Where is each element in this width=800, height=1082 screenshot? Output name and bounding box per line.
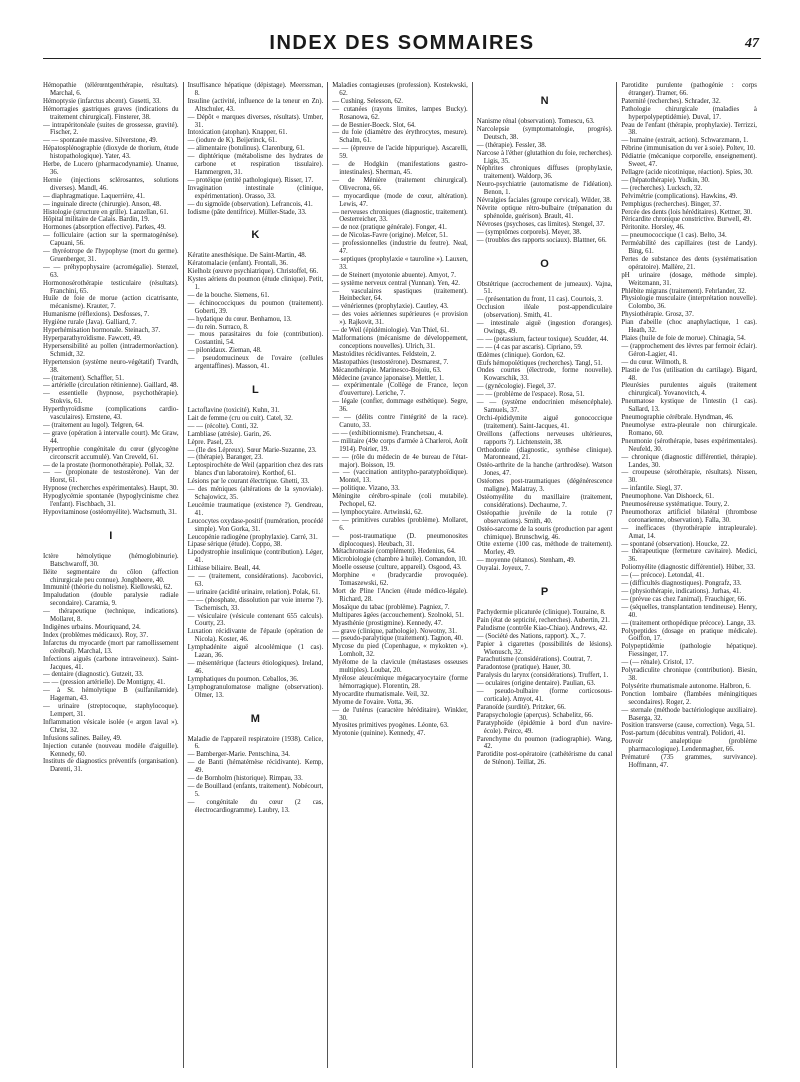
index-entry: Névralgies faciales (groupe cervical). Wilder, 38.	[476, 197, 612, 205]
index-entry: — de Banti (hématémèse récidivante). Kemp, 49.	[187, 759, 324, 775]
index-entry: — vasculaires spastiques (traitement). Heinbecker, 64.	[332, 287, 468, 303]
index-entry: — système nerveux central (Yunnan). Yen, 42.	[332, 279, 460, 287]
index-entry: Hernie (injections sclérosantes, solutions diverses). Mandl, 46.	[43, 176, 179, 192]
index-entry: Plaies (huile de foie de morue). Chinagia, 54.	[621, 335, 746, 342]
index-entry: Ostéo-arthrite de la hanche (arthrodèse). Watson Jones, 47.	[476, 462, 613, 478]
index-entry: pH urinaire (dosage, méthode simple). Weitzmann, 31.	[621, 271, 757, 287]
index-entry: Narcolepsie (symptomatologie, progrès). Deutsch, 38.	[476, 125, 613, 141]
index-entry: Lactoflavine (toxicité). Kuhn, 31.	[187, 407, 280, 414]
index-entry: Mycose du pied (Copenhague, « mykokten »). Lomholt, 32.	[332, 643, 468, 659]
index-entry: Peau de l'enfant (thérapie, prophylaxie). Terrizzi, 38.	[621, 121, 757, 137]
index-entry: — du rein. Surraco, 8.	[187, 323, 249, 331]
index-entry: — pseudo-paralytique (traitement). Tagnon, 40.	[332, 635, 463, 643]
index-entry: Ouyalai. Joyeux, 7.	[476, 565, 530, 573]
index-entry: — — (rôle du médecin de 4e bureau de l'état-major). Boisson, 19.	[332, 453, 468, 469]
index-entry: Iléite segmentaire du côlon (affection chirurgicale peu connue). Jongbheere, 40.	[43, 568, 179, 584]
index-entry: — (— rénale). Cristol, 17.	[621, 659, 694, 667]
index-entry: — grave (opération à intervalle court). Mc Graw, 44.	[43, 429, 179, 445]
index-entry: Hyperhémisation hormonale. Steinach, 37.	[43, 327, 161, 335]
index-entry: — (physiothérapie, indications). Jurhas, 41.	[621, 588, 742, 595]
index-entry: Index (problèmes médicaux). Roy, 37.	[43, 631, 149, 639]
index-entry: Indigènes urbains. Mouriquand, 24.	[43, 624, 141, 631]
index-entry: Prématuré (735 grammes, survivance). Hoffmann, 47.	[621, 754, 757, 769]
index-entry: Injection cutanée (nouveau modèle d'aiguille). Kennedy, 60.	[43, 742, 179, 758]
index-entry: — myocardique (mode de cœur, altération). Lewis, 47.	[332, 192, 468, 208]
index-entry: Polyradiculite chronique (contribution). Biesin, 38.	[621, 667, 757, 682]
index-entry: Neuro-psychiatrie (automatisme de l'idéation). Benon, 1.	[476, 181, 613, 197]
index-entry: Néphrites chroniques diffuses (prophylaxie, traitement). Waldorp, 36.	[476, 165, 613, 181]
index-entry: Position transverse (cause, correction). Vega, 51.	[621, 722, 755, 730]
index-entry: Pneumoséreuse systématique. Toury, 2.	[621, 501, 730, 509]
index-entry: — — préhypophysaire (acromégalie). Stenzel, 63.	[43, 263, 179, 279]
index-entry: — (traitement). Schaffler, 51.	[43, 374, 124, 382]
index-entry: Occlusion iléale post-appendiculaire (observation). Smith, 41.	[476, 304, 613, 320]
index-entry: Paratyphoïde (épidémie à bord d'un navire-école). Peirce, 49.	[476, 719, 613, 735]
index-entry: — diaphragmatique. Laquerrière, 41.	[43, 192, 145, 200]
index-entry: Plastie de l'os (utilisation du cartilage). Bigard, 48.	[621, 366, 757, 382]
index-entry: — de Bouillaud (enfants, traitement). Nobécourt, 5.	[187, 782, 324, 798]
index-entry: Huile de foie de morue (action cicatrisante, mécanisme). Krauter, 7.	[43, 295, 179, 311]
index-entry: Hormones (absorption effective). Parkes, 49.	[43, 224, 166, 232]
index-entry: Lambliase (atrésie). Garin, 26.	[187, 430, 272, 438]
index-entry: Mastoïdites récidivantes. Feldstein, 2.	[332, 350, 436, 358]
index-entry: — — (traitement, considérations). Jacobovici, 63.	[187, 573, 324, 588]
index-entry: Métachromasie (complément). Hedenius, 64.	[332, 548, 456, 556]
index-entry: Ostéo-sarcome de la souris (production par agent chimique). Brunschwig, 46.	[476, 525, 613, 541]
index-entry: — (Société des Nations, rapport). X., 7.	[476, 632, 586, 640]
index-entry: — croupeuse (sérothérapie, résultats). Nissen, 30.	[621, 469, 757, 485]
index-entry: — — primitives curables (problème). Mollaret, 6.	[332, 516, 468, 532]
index-entry: Obstétrique (accrochement de jumeaux). Vajna, 51.	[476, 280, 613, 296]
index-entry: — post-traumatique (D. pneumonosites diplocoques). Heubach, 31.	[332, 532, 468, 548]
index-entry: — — (propionate de testostérone). Van der Horst, 61.	[43, 469, 179, 485]
index-entry: Pneumothorax artificiel bilatéral (thrombose coronarienne, observation). Falla, 30.	[621, 508, 757, 524]
index-entry: Iodisme (pâte dentifrice). Müller-Stade, 33.	[187, 208, 307, 216]
index-entry: Pouvoir analeptique (problème pharmacologique). Lendenmagher, 66.	[621, 738, 757, 754]
index-entry: — militaire (49e corps d'armée à Charleroi, Août 1914). Poirier, 19.	[332, 437, 468, 453]
index-entry: — de la prostate (hormonothérapie). Pollak, 32.	[43, 461, 174, 469]
index-entry: — (rapprochement des lèvres par fermoir éclair). Géron-Lagier, 41.	[621, 342, 757, 358]
index-entry: Insuffisance hépatique (dépistage). Meerssman, 8.	[187, 82, 324, 97]
index-entry: Pain (état de septicité, recherches). Aubertin, 21.	[476, 616, 610, 624]
index-entry: Lipase sérique (étude). Coppo, 38.	[187, 541, 283, 549]
index-entry: Narcose à l'éther (glutathion du foie, recherches). Ligis, 35.	[476, 149, 613, 165]
index-entry: Pneumonie (sérothérapie, bases expérimentales). Neufeld, 30.	[621, 437, 757, 453]
index-entry: Infarctus du myocarde (mort par ramollissement cérébral). Marchal, 13.	[43, 639, 179, 655]
index-entry: — mésentérique (facteurs étiologiques). Ireland, 46.	[187, 660, 324, 675]
index-entry: Méningite cérébro-spinale (coli mutabile). Pechopel, 62.	[332, 493, 468, 509]
index-entry: Hypnose (recherches expérimentales). Haupt, 30.	[43, 485, 179, 493]
index-entry: Perméabilité des capillaires (test de Landy). Bing, 61.	[621, 240, 757, 256]
index-entry: Ictère hémolytique (hémoglobinurie). Batschwaroff, 30.	[43, 552, 179, 568]
index-entry: Ostéomes post-traumatiques (dégénérescence maligne). Malatray, 3.	[476, 478, 613, 494]
index-entry: Humanisme (réflexions). Desfosses, 7.	[43, 311, 150, 319]
index-entry: — expérimentale (Collège de France, leçon d'ouverture). Leriche, 7.	[332, 382, 468, 398]
section-letter-heading: M	[250, 712, 260, 725]
index-entry: Paranoïde (surdité). Pritzker, 66.	[476, 703, 566, 711]
index-entry: — intrapéritonéale (suites de grossesse, gravité). Fischer, 2.	[43, 121, 179, 137]
index-entry: — inguinale directe (chirurgie). Anson, 48.	[43, 200, 162, 208]
index-entry: Mosaïque du tabac (problème). Pagniez, 7.	[332, 603, 450, 611]
index-entry: — échinococciques du poumon (traitement). Goberti, 39.	[187, 299, 324, 315]
index-entry: — (Ile des Lépreux). Sœur Marie-Suzanne, 23.	[187, 446, 317, 454]
index-entry: — lymphocytaire. Artwinski, 62.	[332, 508, 423, 516]
index-entry: Infusions salines. Bailey, 49.	[43, 734, 122, 742]
index-entry: Immunité (théorie du nolisme). Kiellowski, 62.	[43, 584, 173, 592]
index-entry: Pathologie chirurgicale (maladies à hyperpolypeptidémie). Duval, 17.	[621, 105, 757, 121]
index-entry: — intestinale aiguë (ingestion d'oranges). Owings, 49.	[476, 320, 613, 335]
index-entry: — — spontanée massive. Silverstone, 49.	[43, 137, 158, 145]
index-entry: Phlébite migrans (traitement). Fehrlander, 32.	[621, 287, 747, 295]
index-column-4	[472, 82, 617, 1068]
index-entry: Névroses (psychoses, cas limites). Stengel, 37.	[476, 220, 605, 228]
index-entry: Maladies contagieuses (profession). Kostekwski, 62.	[332, 82, 468, 97]
section-letter-heading: K	[251, 229, 260, 242]
index-entry: — mous parasitaires du foie (contribution). Costantini, 54.	[187, 331, 324, 347]
index-entry: — thérapeutique (fermeture cavitaire). Medici, 36.	[621, 548, 757, 564]
index-entry: Lithiase biliaire. Beall, 44.	[187, 565, 261, 573]
index-column-3	[327, 82, 472, 1068]
index-entry: — thyréotrope de l'hypophyse (mort du germe). Gruenberger, 31.	[43, 248, 179, 263]
index-entry: Inflammation vésicale isolée (« argon laval »). Christ, 32.	[43, 718, 179, 734]
index-entry: Instituts de diagnostics préventifs (organisation). Darenti, 31.	[43, 758, 179, 774]
index-entry: Mastopathies (testostérone). Desmarest, 7.	[332, 358, 449, 366]
index-entry: Leucopénie radiogène (prophylaxie). Carré, 31.	[187, 533, 318, 541]
index-entry: Polypeptidémie (pathologie hépatique). Fiessinger, 17.	[621, 643, 757, 659]
index-entry: Papier à cigarettes (possibilités de lésions). Wienusch, 32.	[476, 640, 613, 656]
index-entry: — Dépôt « marques diverses, résultats). Umber, 31.	[187, 113, 324, 129]
index-entry: Oreillons (affections nerveuses ultérieures, rapports ?). Lichtenstein, 38.	[476, 430, 613, 446]
index-entry: — (hépatothérapie). Yudkin, 30.	[621, 176, 710, 184]
index-entry: — pilonidaux. Zieman, 48.	[187, 347, 262, 355]
index-entry: — essentielle (hypnose, psychothérapie). Stokvis, 61.	[43, 390, 179, 406]
page-title: INDEX DES SOMMAIRES	[269, 32, 535, 54]
index-entry: Nanisme rénal (observation). Tomescu, 63.	[476, 118, 595, 125]
index-entry: Hypersensibilité au pollen (intradermoréaction). Schmidt, 32.	[43, 342, 179, 358]
index-entry: — — (pression artérielle). De Montigny, 41.	[43, 679, 166, 687]
index-entry: Kielholz (œuvre psychiatrique). Christoffel, 66.	[187, 268, 319, 276]
index-entry: Lymphadénite aiguë alcoolémique (1 cas). Lazan, 36.	[187, 644, 324, 660]
index-entry: Parotidite purulente (pathogénie : corps étranger). Tramer, 66.	[621, 82, 757, 97]
index-entry: — — (phosphate, dissolution par voie interne ?). Tschernisch, 33.	[187, 596, 324, 612]
index-entry: Péricardite chronique constrictive. Burwell, 49.	[621, 216, 752, 224]
index-entry: Histologie (structure en grille). Lanzellan, 61.	[43, 208, 169, 216]
index-entry: Mécanothérapie. Marinesco-Bojoiu, 63.	[332, 366, 442, 374]
index-entry: — du foie (diamètre des érythrocytes, mesure). Schalm, 61.	[332, 129, 468, 145]
index-entry: — — (exhibitionnisme). Franchetsau, 4.	[332, 429, 443, 437]
index-entry: Kératomalacie (enfant). Frontali, 36.	[187, 260, 288, 268]
index-entry: — — (vaccination antitypho-paratyphoïdique). Montel, 13.	[332, 469, 468, 485]
index-entry: Myasthénie (prostigmine). Kennedy, 47.	[332, 619, 443, 627]
index-entry: — de Steinert (myotonie abuente). Amyot, 7.	[332, 271, 456, 279]
index-entry: — humaine (extrait, action). Schwarzmann, 1.	[621, 137, 749, 145]
index-entry: Hygiène rurale (Java). Galliard, 7.	[43, 319, 137, 327]
index-entry: Parenchyme du poumon (radiographie). Wang, 42.	[476, 735, 613, 751]
index-entry: — sternale (méthode bactériologique auxiliaire). Baserga, 32.	[621, 706, 757, 722]
index-entry: — du cœur. Wilmoth, 8.	[621, 358, 688, 366]
index-entry: Paternité (recherches). Schrader, 32.	[621, 97, 721, 105]
index-entry: — chronique (diagnostic différentiel, thérapie). Landes, 30.	[621, 453, 757, 469]
index-entry: Myosites primitives pyogènes. Léonte, 63.	[332, 722, 449, 730]
index-entry: — pneumococcique (1 cas). Belto, 34.	[621, 232, 727, 240]
index-entry: Pertes de substance des dents (systématisation opératoire). Mallère, 21.	[621, 255, 757, 271]
index-entry: Mort de Pline l'Ancien (étude médico-légale). Richard, 28.	[332, 588, 468, 603]
index-entry: Myélome de la clavicule (métastases osseuses multiples). Loubat, 20.	[332, 659, 468, 675]
index-entry: Paradontose (pratique). Hauer, 30.	[476, 664, 571, 672]
index-entry: Pelvimétrie (complications). Hawkins, 49.	[621, 192, 738, 200]
index-entry: Myélose aleucémique mégacaryocytaire (forme hémorragique). Florentin, 28.	[332, 674, 468, 690]
index-entry: Invagination intestinale (clinique, expérimentation). Orasso, 33.	[187, 184, 324, 200]
index-entry: Kératite anesthésique. De Saint-Martin, 48.	[187, 252, 307, 260]
index-entry: Ondes courtes (électrode, forme nouvelle). Kowarschik, 33.	[476, 367, 613, 383]
index-entry: Paralysis du larynx (considérations). Truffert, 1.	[476, 672, 609, 680]
index-entry: — de Besnier-Boeck. Slot, 64.	[332, 121, 416, 129]
index-entry: — congénitale du cœur (2 cas, électrocardiogramme). Laubry, 13.	[187, 798, 324, 814]
index-entry: Myotonie (quinine). Kennedy, 47.	[332, 730, 426, 738]
index-entry: Hémoptysie (infarctus abcent). Gusetti, 33.	[43, 97, 162, 105]
index-entry: Myome de l'ovaire. Votta, 36.	[332, 698, 414, 706]
index-entry: — — (système endocrinien mésencéphale). Samuels, 37.	[476, 399, 613, 414]
index-entry: — moyenne (tétanos). Stenham, 49.	[476, 557, 576, 565]
index-entry: Pemphigus (recherches). Binger, 37.	[621, 200, 722, 208]
index-entry: — dentaire (diagnostic). Gutzeit, 33.	[43, 671, 144, 679]
index-entry: — alimentaire (botulinus). Clarenburg, 61.	[187, 145, 305, 153]
section-letter-heading: L	[252, 384, 259, 396]
index-column-5	[616, 82, 761, 1068]
index-column-1	[43, 82, 183, 1068]
index-entry: Œufs hémopoïétiques (recherches). Tangl, 51.	[476, 359, 603, 367]
index-entry: — du sigmoïde (observation). Lefrancois, 41.	[187, 200, 313, 208]
index-entry: Lait de femme (cru ou cuit). Catel, 32.	[187, 414, 293, 422]
index-entry: Lésions par le courant électrique. Ghetti, 33.	[187, 478, 310, 486]
index-entry: Hypertrophie congénitale du cœur (glycogène circonscrit accumulé). Van Creveld, 61.	[43, 445, 179, 461]
index-entry: Otite externe (100 cas, méthode de traitement). Morley, 49.	[476, 541, 613, 557]
index-entry: — (difficultés diagnostiques). Pongrafz, 33.	[621, 580, 742, 588]
index-entry: Polypeptides (dosage en pratique médicale). Goiffon, 17.	[621, 627, 757, 643]
index-entry: Pellagre (acide nicotinique, réaction). Spies, 30.	[621, 168, 753, 176]
index-entry: — — (récolte). Conti, 32.	[187, 422, 259, 430]
index-entry: — diphtérique (métabolisme des hydrates de carbone et respiration tissulaire). Hammergren, 31.	[187, 153, 324, 176]
index-entry: — grave (clinique, pathologie). Nowotny, 31.	[332, 627, 457, 635]
index-entry: Maladie de l'appareil respiratoire (1938). Celice, 6.	[187, 735, 324, 751]
page-number: 47	[745, 36, 759, 51]
index-entry: — Bamberger-Marie. Pentschina, 34.	[187, 751, 290, 759]
index-entry: — (traitement orthopédique précoce). Lange, 33.	[621, 619, 756, 627]
index-entry: — — (épreuve de l'acide hippurique). Ascarelli, 59.	[332, 145, 468, 161]
index-entry: Herbe, de Lucero (pharmacodynamie). Unanue, 36.	[43, 161, 179, 176]
index-entry: Multipares âgées (accouchement). Szolnoki, 51.	[332, 611, 464, 619]
section-letter-heading: O	[540, 257, 549, 270]
index-entry: Infections aiguës (carbone intraveineux). Saint-Jacques, 41.	[43, 655, 179, 671]
index-entry: Kystes aériens du poumon (étude clinique). Petit, 1.	[187, 276, 324, 292]
index-entry: — (recherches). Lucksch, 32.	[621, 184, 703, 192]
index-entry: Parapsychologie (aperçus). Schabelitz, 66.	[476, 711, 594, 719]
index-entry: — hydatique du cœur. Benhamou, 13.	[187, 315, 292, 323]
index-entry: Percée des dents (lois héréditaires). Kettner, 30.	[621, 208, 753, 216]
index-entry: — (gynécologie). Fiegel, 37.	[476, 383, 556, 391]
index-entry: — oculaires (origine dentaire). Paulian, 63.	[476, 680, 596, 688]
index-entry: Leptospirochète de Weil (apparition chez des rats blancs d'un laboratoire). Korthof, 61.	[187, 462, 324, 478]
index-entry: — de l'utérus (caractère héréditaire). Winkler, 30.	[332, 706, 468, 722]
index-entry: Physiologie musculaire (interprétation nouvelle). Colombo, 36.	[621, 295, 757, 311]
index-entry: — (traitement au lugol). Telgren, 64.	[43, 421, 144, 429]
index-entry: — artérielle (circulation rétinienne). Gaillard, 48.	[43, 382, 179, 390]
index-entry: — — (potassium, facteur toxique). Scudder, 44.	[476, 335, 609, 343]
index-entry: — pseudomucineux de l'ovaire (cellules argentaffines). Masson, 41.	[187, 355, 324, 371]
index-entry: Œdèmes (clinique). Gordon, 62.	[476, 351, 565, 359]
index-entry: Physiothérapie. Grosz, 37.	[621, 311, 694, 319]
index-columns	[43, 82, 761, 1068]
index-entry: — urinaire (acidité urinaire, relation). Polak, 61.	[187, 588, 321, 596]
index-entry: — — (problème de l'espace). Rosa, 51.	[476, 391, 585, 399]
index-entry: Hémorragies gastriques graves (indications du traitement chirurgical). Finsterer, 38.	[43, 105, 179, 121]
index-entry: Orchi-épididymite aiguë gonococcique (traitement). Saint-Jacques, 41.	[476, 414, 613, 430]
index-entry: Hyperparathyroïdisme. Fawcett, 49.	[43, 335, 142, 342]
index-entry: — (iodure de K). Beijerinck, 61.	[187, 137, 277, 145]
index-entry: Impaludation (double paralysie radiale secondaire). Caramia, 9.	[43, 592, 179, 608]
index-entry: — (thérapie). Baranger, 23.	[187, 454, 263, 462]
index-entry: Hyperthyroïdisme (complications cardio-vasculaires). Ernstene, 43.	[43, 406, 179, 422]
index-entry: — des voies aériennes supérieures (« provision »). Rajkovit, 31.	[332, 311, 468, 327]
index-entry: — de noz (pratique générale). Fonger, 41.	[332, 224, 447, 232]
index-entry: — politique. Vizano, 33.	[332, 485, 400, 493]
index-page	[43, 28, 761, 1068]
index-entry: — — (4 cas par ascaris). Cipriano, 59.	[476, 343, 583, 351]
index-entry: Luxation récidivante de l'épaule (opération de Nicola). Koster, 46.	[187, 628, 324, 644]
index-entry: Moelle osseuse (culture, appareil). Osgood, 43.	[332, 564, 462, 572]
index-entry: Hépatosplénographie (dioxyde de thorium, étude histopathologique). Yater, 43.	[43, 145, 179, 161]
index-entry: — thérapeutique (technique, indications). Mollaret, 8.	[43, 608, 179, 624]
index-entry: Lipodystrophie insulinique (contribution). Léger, 41.	[187, 549, 324, 565]
index-entry: — (présentation du front, 11 cas). Courtois, 3.	[476, 296, 603, 304]
index-entry: Pneumophone. Van Dishoeck, 61.	[621, 493, 715, 501]
index-entry: — légale (confier, dommage esthétique). Segre, 36.	[332, 398, 468, 414]
index-entry: Pachydermie plicaturée (clinique). Touraine, 8.	[476, 609, 606, 617]
index-entry: — de Ménière (traitement chirurgical). Olivecrona, 66.	[332, 176, 468, 192]
section-letter-heading: P	[540, 586, 549, 599]
index-entry: Pian d'abeille (choc anaphylactique, 1 cas). Heath, 32.	[621, 319, 757, 335]
section-letter-heading: N	[540, 95, 549, 107]
index-entry: Hémopathie (télérœntgenthérapie, résultats). Marchal, 6.	[43, 82, 179, 97]
index-entry: Polysérite rhumatismale autonome. Halbron, 6.	[621, 682, 751, 690]
index-entry: — de Bornholm (historique). Rimpau, 33.	[187, 775, 303, 783]
index-entry: — Cushing. Selesson, 62.	[332, 97, 403, 105]
index-entry: — (séquelles, transplantation tendineuse). Henry, 40.	[621, 603, 757, 619]
index-entry: Intoxication (atophan). Knapper, 61.	[187, 129, 288, 137]
index-entry: Lèpre. Pasel, 23.	[187, 438, 234, 446]
index-entry: — cutanées (rayons limites, lampes Bucky). Rosanowa, 62.	[332, 105, 468, 121]
index-entry: Pleurésies purulentes aiguës (traitement chirurgical). Yovanovitch, 4.	[621, 382, 757, 398]
index-entry: Ponction lombaire (flambées méningitiques secondaires). Roger, 2.	[621, 690, 757, 706]
index-entry: Leucémie traumatique (existence ?). Gendreau, 41.	[187, 501, 324, 517]
index-entry: — des méniques (altérations de la synoviale). Schajowicz, 35.	[187, 486, 324, 501]
index-entry: Pneumatose kystique de l'intestin (1 cas). Sallard, 13.	[621, 398, 757, 414]
index-entry: — nerveuses chroniques (diagnostic, traitement). Oesterreicher, 33.	[332, 208, 468, 224]
index-entry: Hypovitaminose (ostéomyélite). Wachsmuth, 31.	[43, 508, 177, 516]
index-entry: Pébrine (immunisation du ver à soie). Poltev, 10.	[621, 145, 756, 153]
index-entry: — inefficaces (thyrothérapie intrapleurale). Amat, 14.	[621, 524, 757, 540]
index-entry: — urinaire (streptocoque, staphylocoque). Lempert, 31.	[43, 703, 179, 718]
index-entry: — de Nicolas-Favre (origine). Melcer, 51.	[332, 232, 448, 240]
index-entry: Lymphatiques du poumon. Ceballos, 36.	[187, 675, 299, 683]
index-entry: Ostéomyélite du maxillaire (traitement, considérations). Dechaume, 7.	[476, 493, 613, 509]
index-entry: Lymphogranulomatose maligne (observation). Olmer, 13.	[187, 683, 324, 699]
index-entry: — (troubles des rapports sociaux). Blattner, 66.	[476, 236, 607, 244]
index-entry: — (— précoce). Letondal, 41.	[621, 572, 705, 580]
index-entry: — de Weil (épidémiologie). Van Thiel, 61.	[332, 327, 449, 335]
section-letter-heading: I	[109, 529, 113, 542]
index-entry: Parachutisme (considérations). Coutrat, 7.	[476, 656, 592, 664]
index-entry: Pédiatrie (mécanique corporelle, enseignement). Sweet, 47.	[621, 153, 757, 169]
index-entry: — folliculaire (action sur la spermatogénèse). Capuani, 56.	[43, 232, 179, 248]
index-entry: — de la bouche. Siemens, 61.	[187, 291, 270, 299]
index-entry: Microbiologie (chambre à huile). Comandon, 10.	[332, 556, 467, 564]
index-entry: — protéique (entité pathologique). Risser, 17.	[187, 176, 314, 184]
index-entry: Malformations (mécanisme de développement, conceptions nouvelles). Ulrich, 31.	[332, 335, 468, 350]
index-entry: Hypoglycémie spontanée (hypoglycinisme chez l'enfant). Fischbach, 31.	[43, 493, 179, 509]
index-entry: — (thérapie). Fessler, 38.	[476, 141, 547, 149]
index-entry: Pneumolyse extra-pleurale non chirurgicale. Romano, 60.	[621, 421, 757, 437]
index-entry: — à St. hémolytique B (sulfanilamide). Hageman, 43.	[43, 687, 179, 703]
index-entry: Hypertension (système neuro-végétatif) Tvardh, 38.	[43, 358, 179, 374]
index-entry: — vénériennes (prophylaxie). Cautley, 43.	[332, 303, 449, 311]
index-entry: Névrite optique rétro-bulbaire (trépanation du sphénoïde, guérison). Brault, 41.	[476, 204, 613, 220]
page-header	[43, 28, 761, 59]
index-entry: Post-partum (décubitus ventral). Polidori, 41.	[621, 730, 746, 738]
index-entry: — (symptômes corporels). Meyer, 38.	[476, 228, 582, 236]
index-entry: — professionnelles (industrie du feutre). Neal, 47.	[332, 240, 468, 256]
index-entry: — infantile. Siegl, 37.	[621, 485, 683, 493]
index-entry: Médecine (avance japonaise). Mettler, 1.	[332, 374, 444, 382]
index-entry: Parotidite post-opératoire (cathétérisme du canal de Sténon). Teillat, 26.	[476, 751, 613, 767]
index-entry: Morphine « (bradycardie provoquée). Tomaszewski, 62.	[332, 572, 468, 588]
index-entry: Ostéopathie juvénile de la rotule (7 observations). Smith, 40.	[476, 509, 613, 525]
index-entry: — vésiculaire (vésicule contenant 655 calculs). Courty, 23.	[187, 612, 324, 628]
index-entry: — de Hodgkin (manifestations gastro-intestinales). Sherman, 45.	[332, 161, 468, 176]
index-entry: Hormonosérothérapie testiculaire (résultats). Franchini, 65.	[43, 279, 179, 295]
index-entry: Paludisme (contrôle Kiao-Chiao). Andrews, 42.	[476, 624, 608, 632]
index-entry: Orthodontie (diagnostic, synthèse clinique). Maronneaud, 21.	[476, 446, 613, 462]
index-entry: Insuline (activité, influence de la teneur en Zn). Altschuler, 43.	[187, 97, 324, 113]
index-column-2	[183, 82, 328, 1068]
index-entry: Poliomyélite (diagnostic différentiel). Hüber, 33.	[621, 564, 755, 572]
index-entry: — pseudo-bulbaire (forme corticosous-corticale). Amyot, 41.	[476, 688, 613, 703]
index-entry: Pneumographie cérébrale. Hyndman, 46.	[621, 414, 734, 422]
index-entry: Leucocytes oxydase-positif (numération, procédé simple). Von Gorka, 31.	[187, 517, 324, 533]
index-entry: — (prévue cas chez l'animal). Frauchiger, 66.	[621, 595, 747, 603]
index-entry: Myocardite rhumatismale. Veil, 32.	[332, 690, 429, 698]
index-entry: Péritonite. Horsley, 46.	[621, 224, 685, 232]
index-entry: — spontané (observation). Houcke, 22.	[621, 540, 730, 548]
index-entry: — septiques (prophylaxie « tauroline »). Lauxen, 33.	[332, 255, 468, 271]
index-entry: — — (délits contre l'intégrité de la race). Canuto, 33.	[332, 414, 468, 429]
index-entry: Hôpital militaire de Calais. Bardin, 19.	[43, 216, 150, 224]
